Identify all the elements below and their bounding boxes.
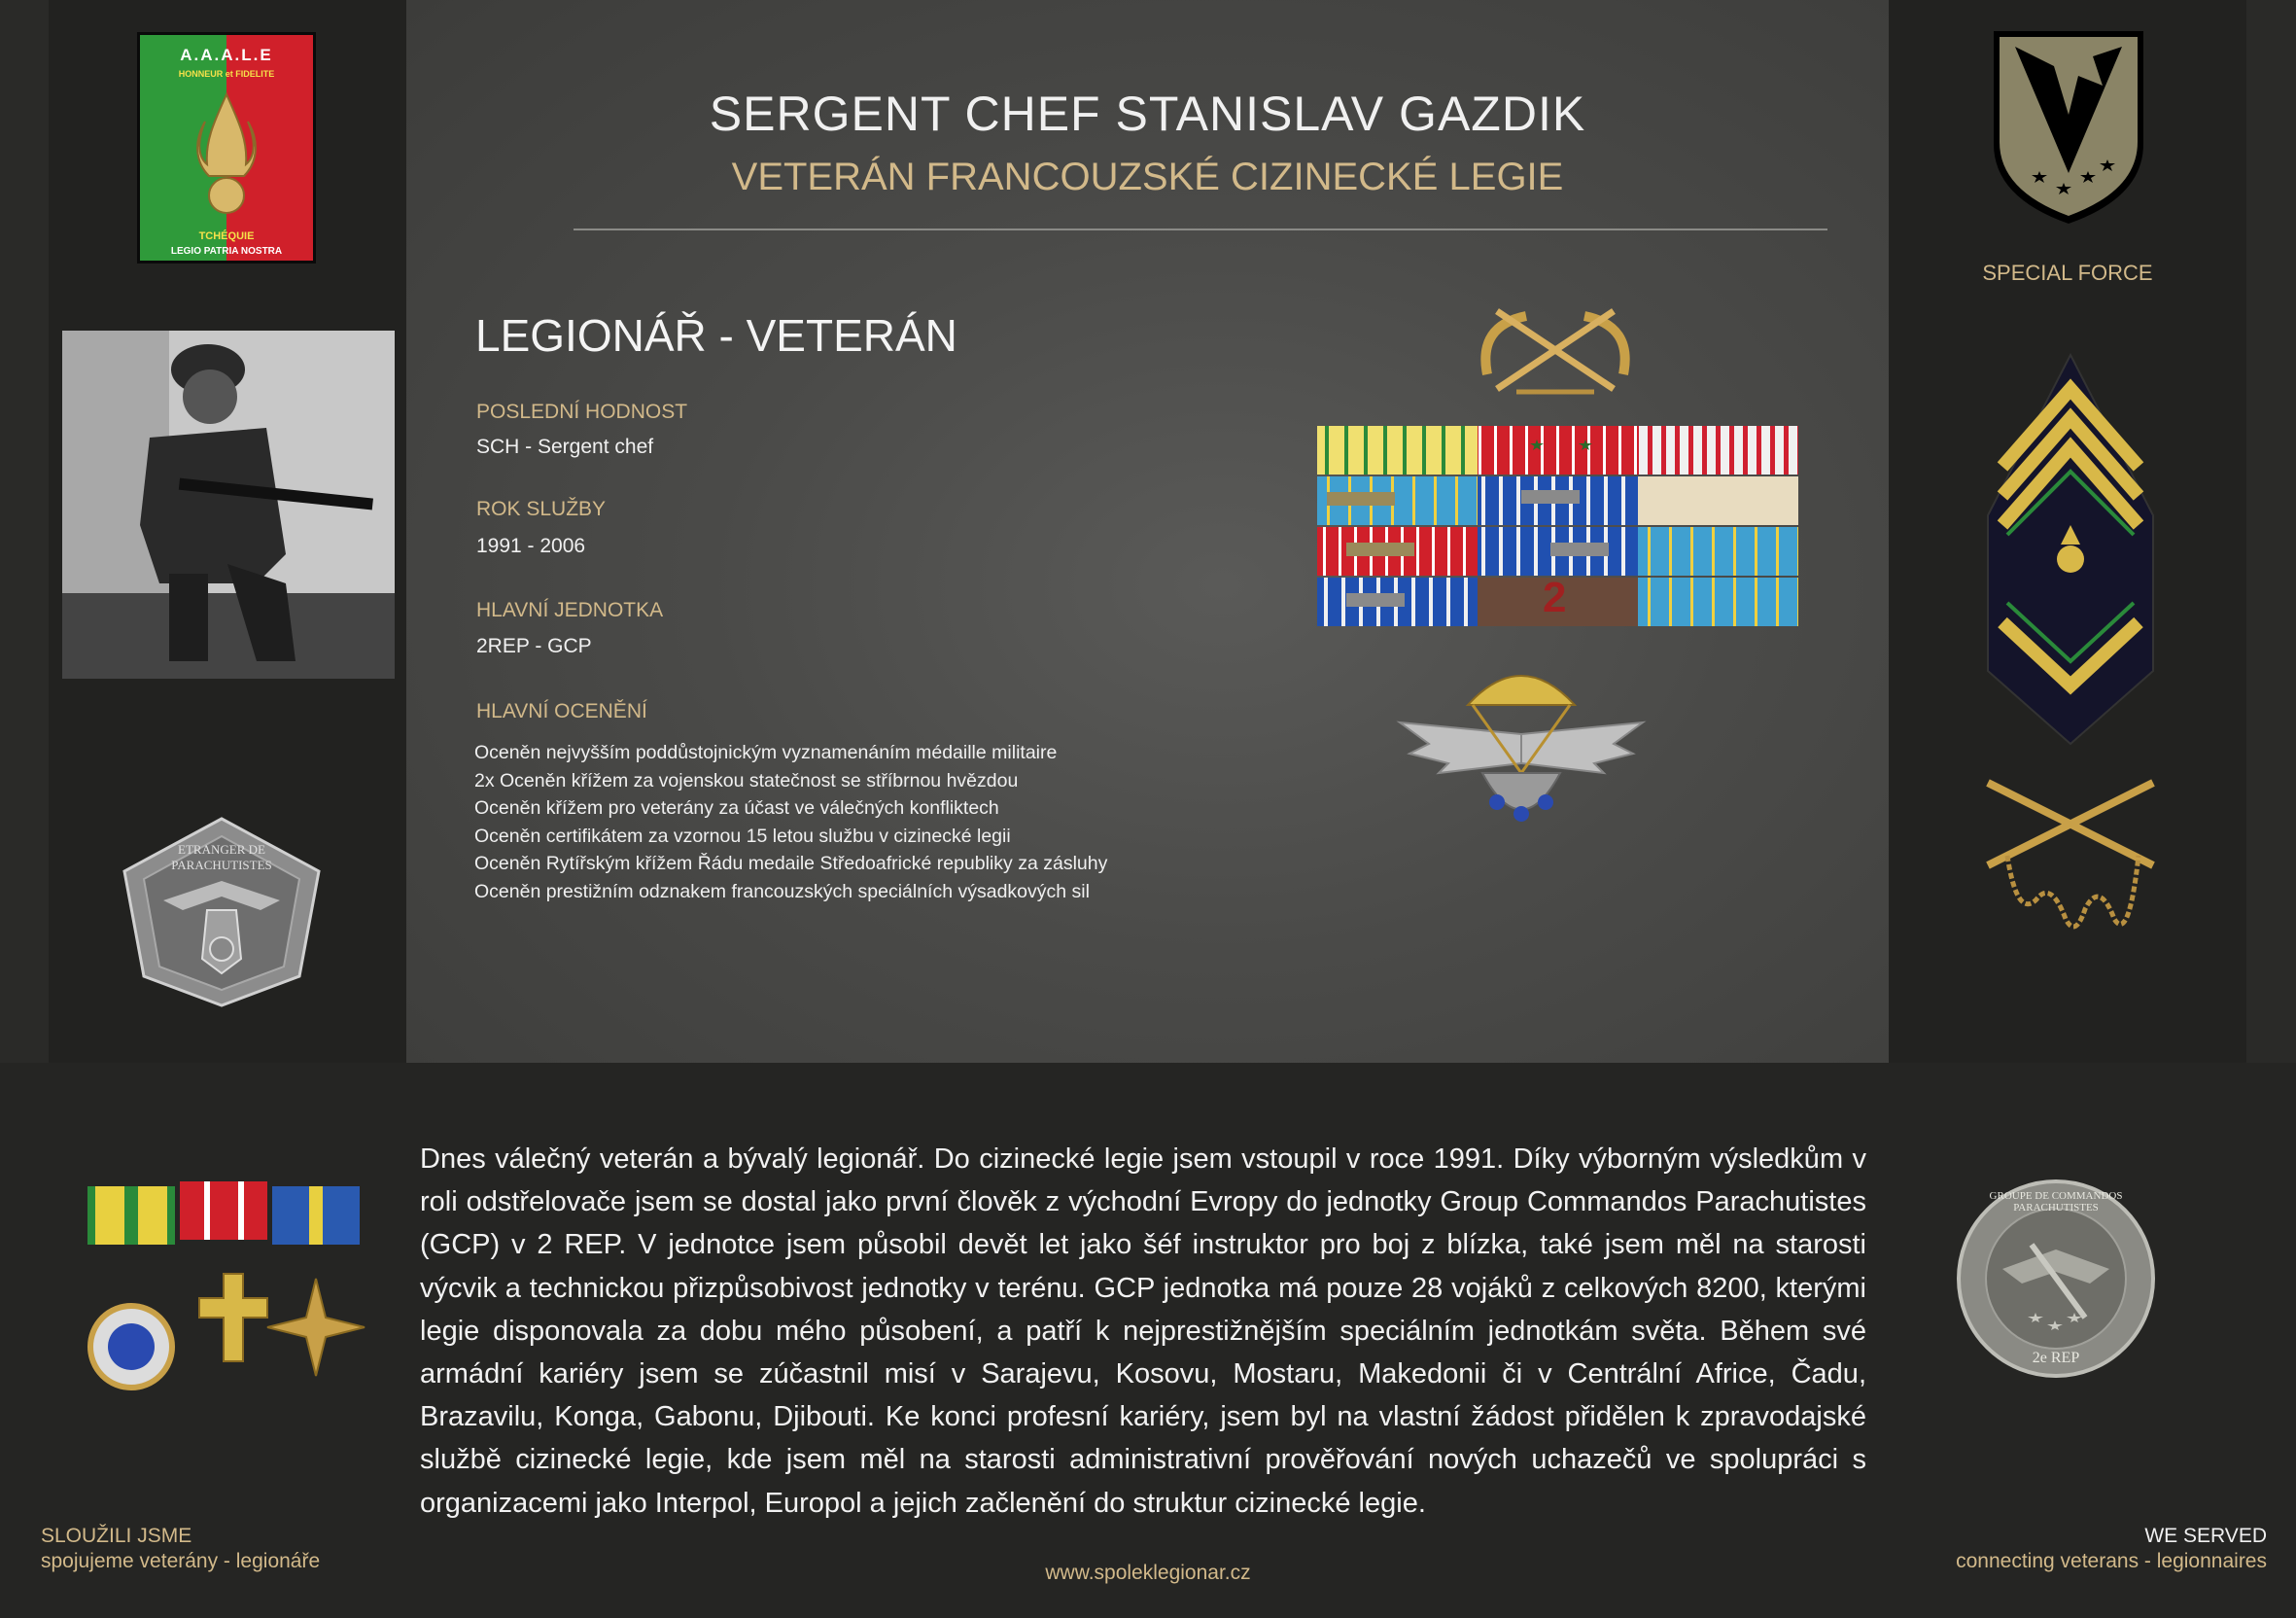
footer-left-subtitle: spojujeme veterány - legionáře	[41, 1550, 321, 1572]
footer-website-link[interactable]: www.spoleklegionar.cz	[1045, 1562, 1251, 1584]
grenade-icon	[137, 87, 316, 223]
parachute-wings-icon	[1390, 647, 1652, 846]
gcp-medal-bottom: 2e REP	[2032, 1350, 2080, 1366]
page-title: SERGENT CHEF STANISLAV GAZDIK	[709, 87, 1586, 141]
crossed-rifles-icon	[1978, 773, 2163, 943]
rank-chevron-icon	[1983, 350, 2158, 749]
header-divider	[574, 229, 1827, 230]
rep-medal	[115, 813, 329, 1007]
medals-group-icon	[87, 1181, 369, 1405]
award-item: Oceněn certifikátem za vzornou 15 letou službu v cizinecké legii	[474, 825, 1011, 847]
page-subtitle: VETERÁN FRANCOUZSKÉ CIZINECKÉ LEGIE	[731, 156, 1564, 198]
gcp-medal-text: GROUPE DE COMMANDOS PARACHUTISTES	[1989, 1190, 2123, 1214]
footer-left-title: SLOUŽILI JSME	[41, 1525, 192, 1547]
special-force-patch-icon	[1986, 27, 2151, 227]
marksman-badge-icon	[1458, 297, 1652, 404]
footer-right-subtitle: connecting veterans - legionnaires	[1956, 1550, 2267, 1572]
service-years-value: 1991 - 2006	[476, 535, 586, 557]
gcp-medal	[1954, 1177, 2158, 1381]
service-years-label: ROK SLUŽBY	[476, 498, 607, 520]
award-item: Oceněn nejvyšším poddůstojnickým vyznamenáním médaille militaire	[474, 742, 1058, 763]
award-item: 2x Oceněn křížem za vojenskou statečnost se stříbrnou hvězdou	[474, 769, 1019, 791]
logo-title: A.A.A.L.E	[180, 46, 273, 64]
profile-heading: LEGIONÁŘ - VETERÁN	[475, 310, 957, 361]
ribbon-rack	[1317, 426, 1803, 630]
logo-motto: HONNEUR et FIDELITE	[178, 69, 275, 79]
award-item: Oceněn prestižním odznakem francouzských speciálních výsadkových sil	[474, 880, 1090, 902]
rank-label: POSLEDNÍ HODNOST	[476, 401, 688, 423]
soldier-silhouette-icon	[62, 331, 395, 679]
main-unit-value: 2REP - GCP	[476, 635, 592, 657]
award-item: Oceněn křížem pro veterány za účast ve válečných konfliktech	[474, 797, 999, 819]
special-force-label: SPECIAL FORCE	[1982, 261, 2153, 285]
awards-label: HLAVNÍ OCENĚNÍ	[476, 700, 647, 722]
soldier-photo	[62, 331, 395, 679]
ribbon-digit: 2	[1543, 574, 1567, 621]
biography-text: Dnes válečný veterán a bývalý legionář. Do cizinecké legie jsem vstoupil v roce 1991. Díky výborným výsledkům v roli odstřelovače jsem se dostal jako první člověk z východní Evropy do jednotky Group Commandos Parachutistes (GCP) v 2 REP. V jednotce jsem působil devět let jako šéf instruktor pro boj z blízka, také jsem měl na starosti výcvik a technickou přizpůsobivost jednotky v terénu. GCP jednotka má pouze 28 vojáků z celkových 8200, kterými legie disponovala za dobu mého působení, a patří k nejprestižnějším speciálním jednotkám světa. Během své armádní kariéry jsem se zúčastnil misí v Sarajevu, Kosovu, Mostaru, Makedonii či v Centrální Africe, Čadu, Brazavilu, Konga, Gabonu, Djibouti. Ke konci profesní kariéry, jsem byl na vlastní žádost přidělen k zpravodajské službě cizinecké legie, kde jsem měl na starosti administrativní prověřování nových uchazečů ve spolupráci s organizacemi jako Interpol, Europol a jejich začlenění do struktur cizinecké legie.	[420, 1143, 1866, 1519]
footer-right-title: WE SERVED	[2144, 1525, 2267, 1547]
main-unit-label: HLAVNÍ JEDNOTKA	[476, 599, 664, 621]
logo-country: TCHÉQUIE	[198, 230, 255, 242]
rep-medal-text: ETRANGER DE PARACHUTISTES	[171, 842, 272, 872]
award-item: Oceněn Rytířským křížem Řádu medaile Středoafrické republiky za zásluhy	[474, 853, 1108, 874]
awards-list	[474, 739, 1107, 905]
rank-value: SCH - Sergent chef	[476, 436, 654, 458]
logo-bottom: LEGIO PATRIA NOSTRA	[170, 246, 283, 257]
aaale-logo	[137, 32, 316, 264]
